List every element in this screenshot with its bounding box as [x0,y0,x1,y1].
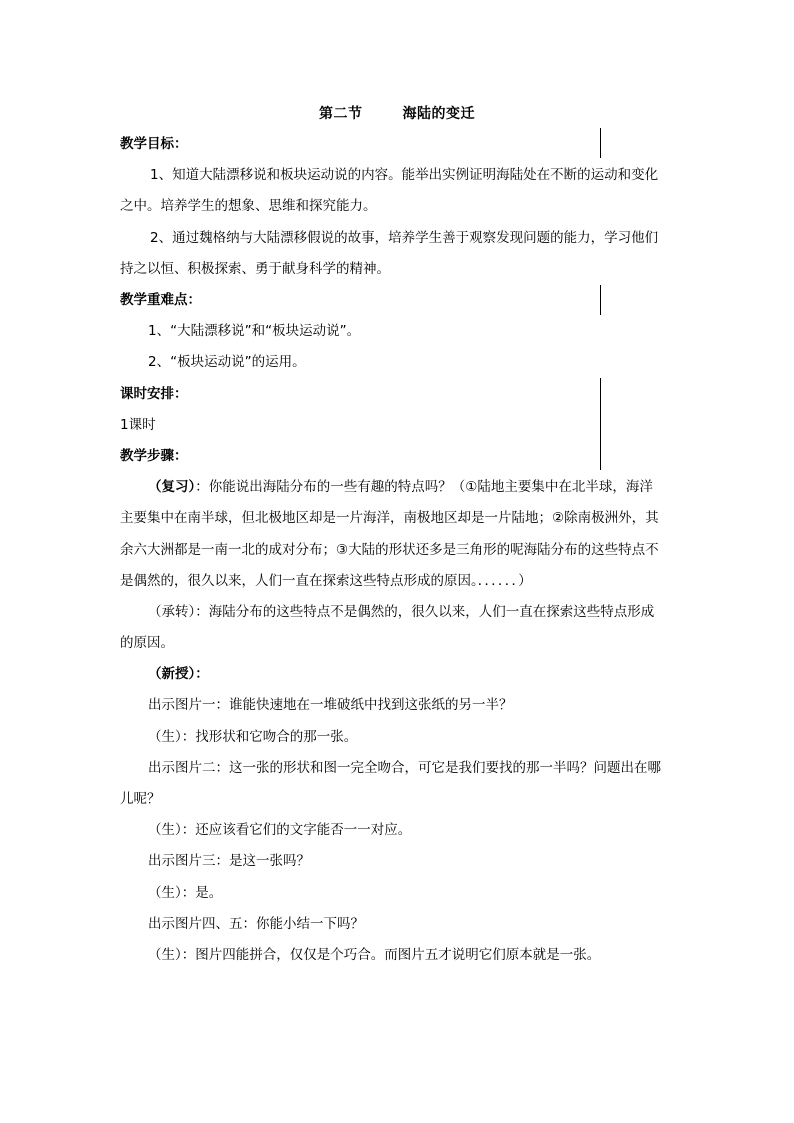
review-line-4: 是偶然的，很久以来，人们一直在探索这些特点形成的原因。．．．．．．） [120,573,532,589]
schedule-value: 1课时 [120,417,156,433]
section-number: 第二节 [319,106,363,122]
key-point-1: 1、“大陆漂移说”和“板块运动说”。 [148,323,361,339]
margin-bar [600,285,601,315]
answer-2: （生）：还应该看它们的文字能否一一对应。 [148,822,412,838]
question-4: 出示图片四、五：你能小结一下吗？ [148,916,364,932]
key-point-2: 2、“板块运动说”的运用。 [148,354,306,370]
transition-line-1: （承转）：海陆分布的这些特点不是偶然的，很久以来，人们一直在探索这些特点形成 [148,604,655,620]
objectives-heading: 教学目标： [120,136,188,152]
question-3: 出示图片三：是这一张吗？ [148,853,310,869]
question-2-line-1: 出示图片二：这一张的形状和图一完全吻合，可它是我们要找的那一半吗？问题出在哪 [148,760,661,776]
margin-bar [600,378,601,470]
answer-4: （生）：图片四能拼合，仅仅是个巧合。而图片五才说明它们原本就是一张。 [148,947,601,963]
review-label: （复习） [148,479,196,495]
objective-1-line-1: 1、知道大陆漂移说和板块运动说的内容。能举出实例证明海陆处在不断的运动和变化 [150,167,659,183]
page-title [0,103,794,123]
question-1: 出示图片一：谁能快速地在一堆破纸中找到这张纸的另一半？ [148,697,513,713]
steps-heading: 教学步骤： [120,448,188,464]
answer-3: （生）：是。 [148,885,223,901]
new-lesson-label: （新授）： [148,666,209,682]
review-text: ：你能说出海陆分布的一些有趣的特点吗？（①陆地主要集中在北半球，海洋 [195,479,653,495]
review-line-3: 余六大洲都是一南一北的成对分布；③大陆的形状还多是三角形的呢海陆分布的这些特点不 [120,542,659,558]
objective-1-line-2: 之中。培养学生的想象、思维和探究能力。 [120,198,377,214]
margin-bar [600,128,601,158]
review-line-2: 主要集中在南半球，但北极地区却是一片海洋，南极地区却是一片陆地；②除南极洲外，其 [120,510,659,526]
review-line-1 [148,477,653,497]
objective-2-line-1: 2、通过魏格纳与大陆漂移假说的故事，培养学生善于观察发现问题的能力，学习他们 [150,230,659,246]
transition-line-2: 的原因。 [120,635,174,651]
lesson-name: 海陆的变迁 [402,106,475,122]
key-points-heading: 教学重难点： [120,292,201,308]
answer-1: （生）：找形状和它吻合的那一张。 [148,729,358,745]
objective-2-line-2: 持之以恒、积极探索、勇于献身科学的精神。 [120,261,390,277]
schedule-heading: 课时安排： [120,386,188,402]
question-2-line-2: 儿呢？ [120,791,161,807]
